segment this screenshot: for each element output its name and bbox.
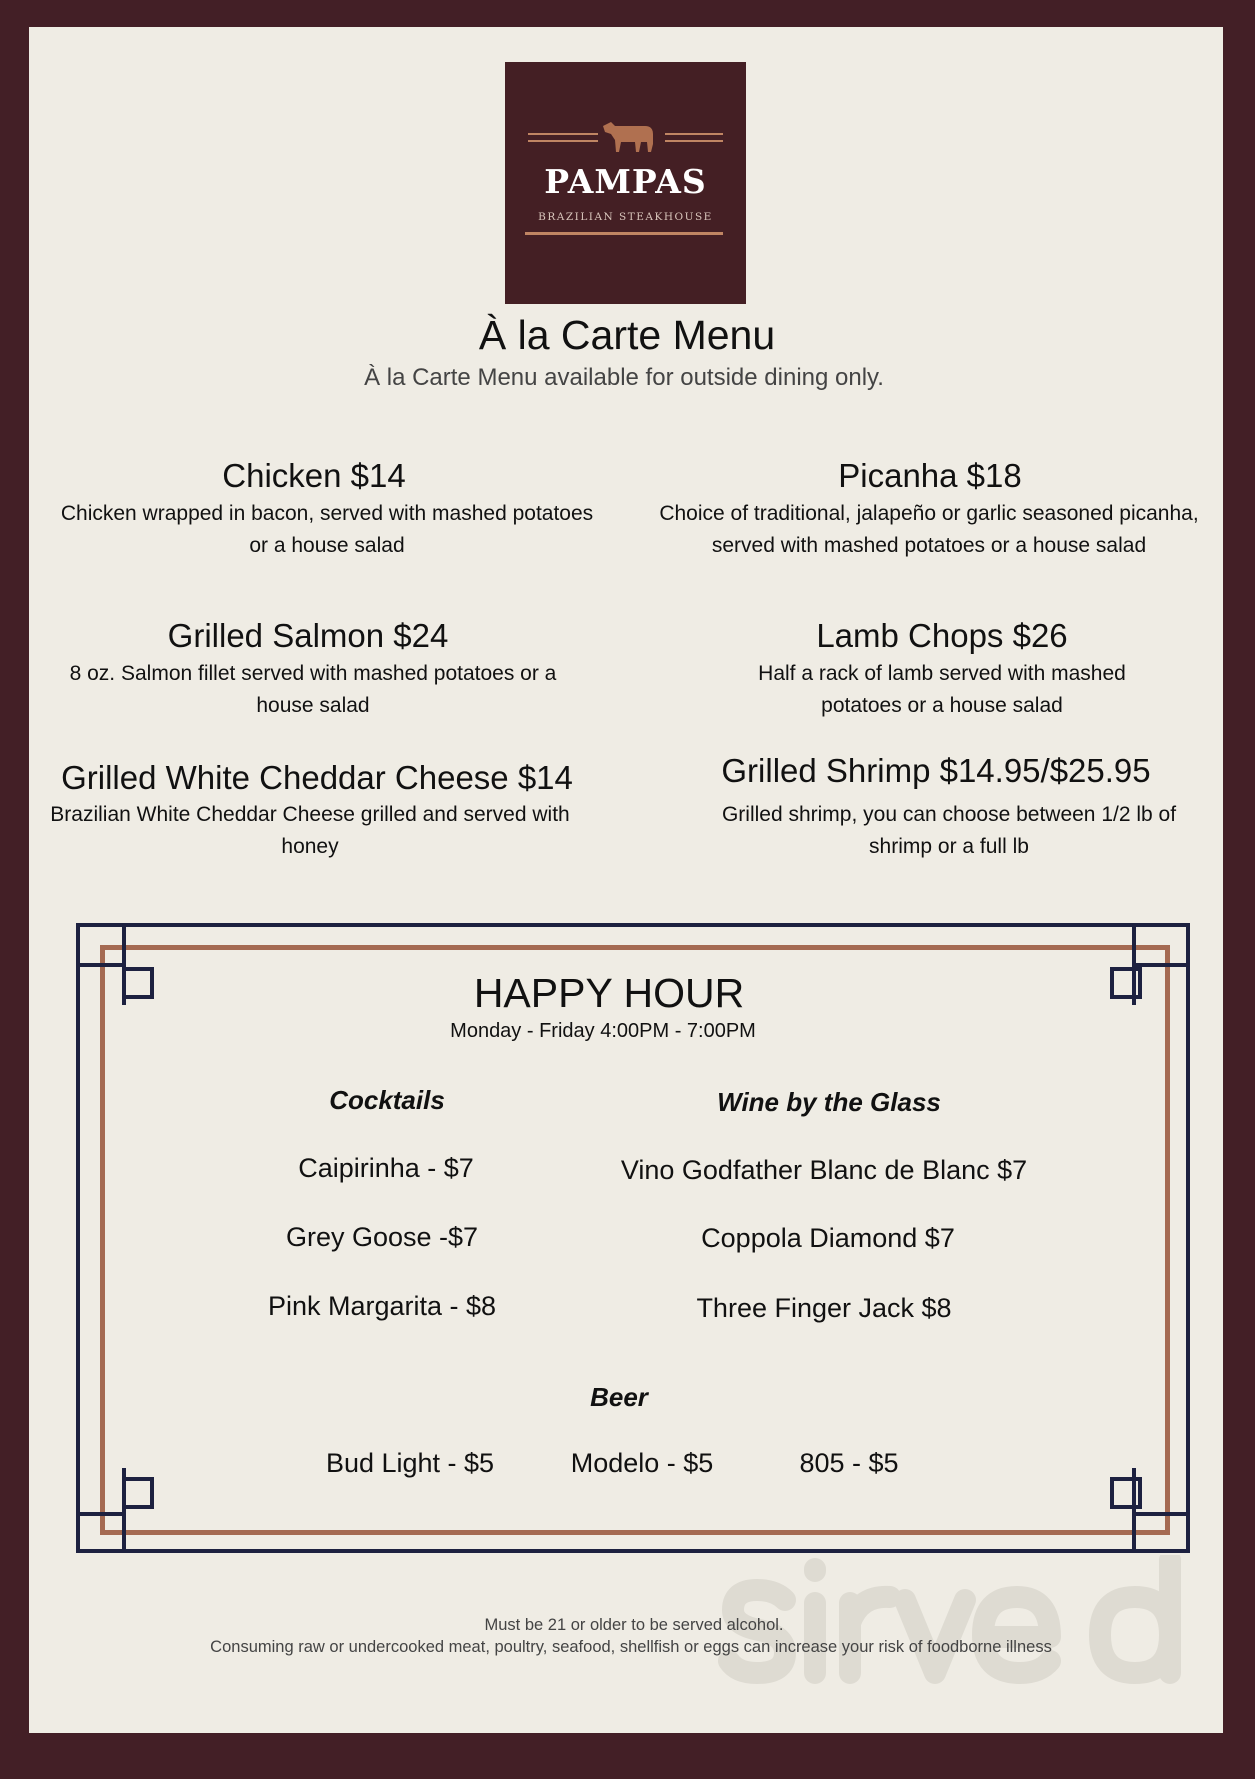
menu-item-desc: Brazilian White Cheddar Cheese grilled and served with honey: [50, 803, 570, 858]
cocktail-item: Caipirinha - $7: [298, 1153, 474, 1183]
corner-ornament: [1110, 967, 1142, 999]
wine-heading: Wine by the Glass: [717, 1087, 941, 1117]
menu-item-desc: 8 oz. Salmon fillet served with mashed potatoes or a house salad: [69, 662, 557, 717]
corner-ornament: [122, 1477, 154, 1509]
corner-ornament: [1110, 1477, 1142, 1509]
menu-item-desc: Grilled shrimp, you can choose between 1/2 lb of shrimp or a full lb: [721, 803, 1177, 858]
menu-item-title: Grilled Shrimp $14.95/$25.95: [721, 752, 1151, 789]
menu-item-desc: Choice of traditional, jalapeño or garlic seasoned picanha, served with mashed potatoes or a house salad: [659, 502, 1199, 557]
menu-item-title: Grilled Salmon $24: [167, 617, 449, 654]
beer-item: 805 - $5: [799, 1448, 899, 1478]
page-title: À la Carte Menu: [478, 312, 776, 358]
beer-heading: Beer: [590, 1382, 648, 1412]
beer-item: Bud Light - $5: [325, 1448, 495, 1478]
logo-tagline: BRAZILIAN STEAKHOUSE: [538, 211, 713, 223]
menu-item-desc: Half a rack of lamb served with mashed potatoes or a house salad: [758, 662, 1126, 717]
logo-name: PAMPAS: [544, 162, 707, 201]
cocktail-item: Pink Margarita - $8: [267, 1291, 497, 1321]
wine-item: Vino Godfather Blanc de Blanc $7: [620, 1155, 1028, 1185]
wine-item: Three Finger Jack $8: [696, 1293, 952, 1323]
footer-health-notice: Consuming raw or undercooked meat, poultry, seafood, shellfish or eggs can increase your risk of foodborne illness: [210, 1638, 1052, 1656]
sirved-watermark: [715, 1555, 1195, 1690]
menu-item-title: Lamb Chops $26: [816, 617, 1068, 654]
cow-icon: [601, 120, 657, 154]
happy-hour-title: HAPPY HOUR: [473, 970, 745, 1016]
wine-item: Coppola Diamond $7: [701, 1223, 955, 1253]
page-subtitle: À la Carte Menu available for outside dining only.: [364, 364, 884, 391]
menu-item-title: Grilled White Cheddar Cheese $14: [61, 759, 573, 796]
menu-item-title: Chicken $14: [222, 457, 406, 494]
happy-hour-hours: Monday - Friday 4:00PM - 7:00PM: [450, 1020, 756, 1042]
footer-alcohol-notice: Must be 21 or older to be served alcohol.: [484, 1616, 784, 1634]
corner-ornament: [122, 967, 154, 999]
cocktails-heading: Cocktails: [329, 1085, 445, 1115]
cocktail-item: Grey Goose -$7: [285, 1222, 479, 1252]
beer-item: Modelo - $5: [570, 1448, 714, 1478]
pampas-logo: [505, 62, 746, 304]
menu-item-desc: Chicken wrapped in bacon, served with mashed potatoes or a house salad: [60, 502, 594, 557]
menu-item-title: Picanha $18: [838, 457, 1022, 494]
